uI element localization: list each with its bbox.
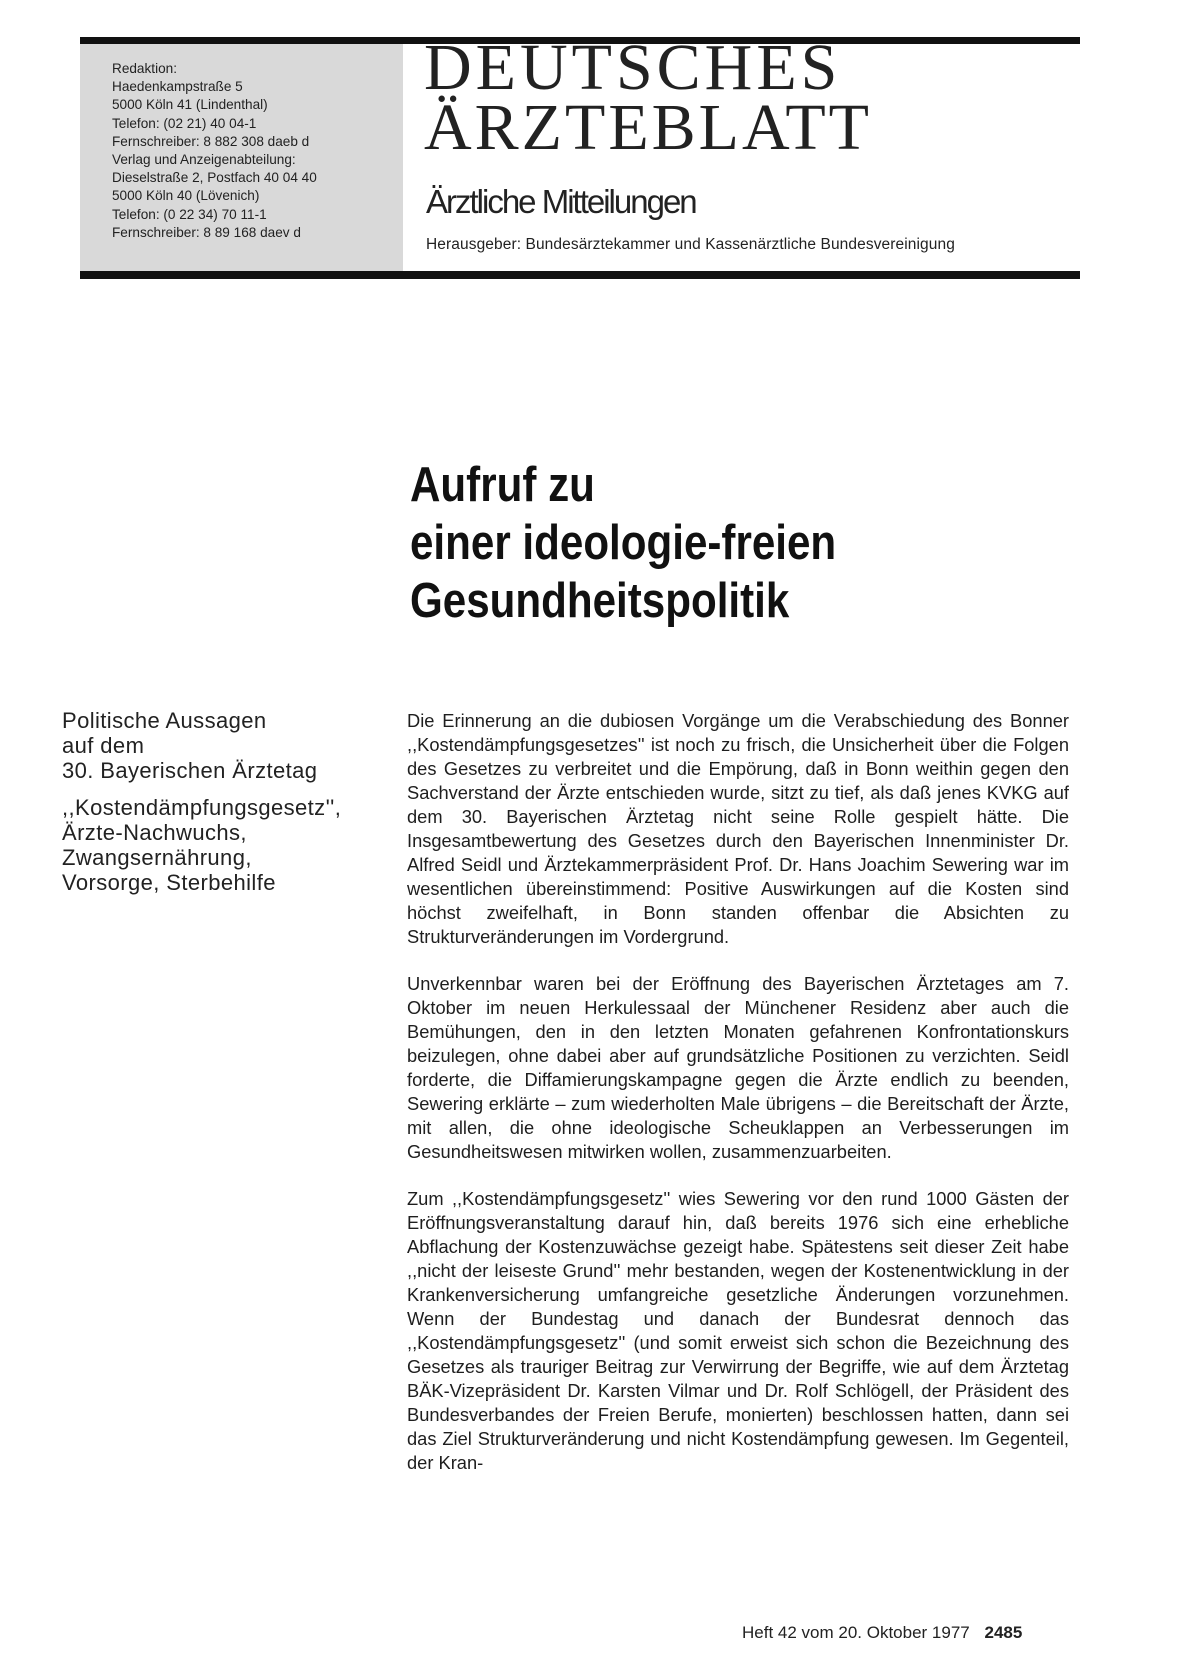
contact-line: 5000 Köln 40 (Lövenich) [112,188,260,204]
body-paragraph: Die Erinnerung an die dubiosen Vorgänge um die Verabschiedung des Bonner ,,Kostendämpfungsgesetzes'' ist noch zu frisch, die Unsicherheit über die Folgen des Gesetzes zu verbreitet und die Empörung, daß in Bonn weithin gegen den Sachverstand der Ärzte entschieden wurde, sitzt zu tief, als daß jenes KVKG auf dem 30. Bayerischen Ärztetag nicht seine Rolle gespielt hätte. Die Insgesamtbewertung des Gesetzes durch den Bayerischen Innenminister Dr. Alfred Seidl und Ärztekammerpräsident Prof. Dr. Hans Joachim Sewering war im wesentlichen übereinstimmend: Positive Auswirkungen auf die Kosten sind höchst zweifelhaft, in Bonn standen offenbar die Absichten zu Strukturveränderungen im Vordergrund. [407,710,1069,947]
sidebar-line: Zwangsernährung, [62,845,252,870]
contact-line: Dieselstraße 2, Postfach 40 04 40 [112,170,317,186]
sidebar-line: Vorsorge, Sterbehilfe [62,870,276,895]
contact-line: Haedenkampstraße 5 [112,79,243,95]
headline-line: Aufruf zu [410,458,595,512]
body-paragraph: Unverkennbar waren bei der Eröffnung des Bayerischen Ärztetages am 7. Oktober im neuen Herkulessaal der Münchener Residenz aber auch die Bemühungen, den in den letzten Monaten gefahrenen Konfrontationskurs beizulegen, ohne dabei aber auf grundsätzliche Positionen zu verzichten. Seidl forderte, die Diffamierungskampagne gegen die Ärzte endlich zu beenden, Sewering erklärte – zum wiederholten Male übrigens – die Bereitschaft der Ärzte, mit allen, die ohne ideologische Scheuklappen an Verbesserungen im Gesundheitswesen mitwirken wollen, zusammenzuarbeiten. [407,973,1069,1162]
sidebar-block [62,708,407,783]
page-number: 2485 [984,1623,1023,1642]
article-body [407,709,1069,1498]
headline-line: Gesundheitspolitik [410,574,790,628]
contact-line: Fernschreiber: 8 882 308 daeb d [112,133,310,149]
sidebar-block [62,795,407,895]
headline-line: einer ideologie-freien [410,516,837,570]
sidebar-line: Politische Aussagen [62,708,267,733]
contact-line: Fernschreiber: 8 89 168 daev d [112,224,301,240]
contact-line: Verlag und Anzeigenabteilung: [112,152,296,168]
contact-line: Telefon: (0 22 34) 70 11-1 [112,206,267,222]
article-sidebar [62,708,407,907]
body-paragraph: Zum ,,Kostendämpfungsgesetz'' wies Sewering vor den rund 1000 Gästen der Eröffnungsveranstaltung darauf hin, daß bereits 1976 sich eine erhebliche Abflachung der Kostenzuwächse gezeigt habe. Spätestens seit dieser Zeit habe ,,nicht der leiseste Grund'' mehr bestanden, wegen der Kostenentwicklung in der Krankenversicherung umfangreiche gesetzliche Änderungen vorzunehmen. Wenn der Bundestag und danach der Bundesrat dennoch das ,,Kostendämpfungsgesetz'' (und somit erweist sich schon die Bezeichnung des Gesetzes als trauriger Beitrag zur Verwirrung der Begriffe, wie auf dem Ärztetag BÄK-Vizepräsident Dr. Karsten Vilmar und Dr. Rolf Schlögell, der Präsident des Bundesverbandes der Freien Berufe, monierten) beschlossen hatten, dann sei das Ziel Strukturveränderung und nicht Kostendämpfung gewesen. Im Gegenteil, der Kran- [407,1188,1069,1473]
masthead-bottom-rule [80,271,1080,279]
journal-title-line2: ÄRZTEBLATT [424,91,872,164]
journal-title-line1: DEUTSCHES [424,31,842,104]
contact-line: Telefon: (02 21) 40 04-1 [112,115,257,131]
issue-date: Heft 42 vom 20. Oktober 1977 [742,1623,970,1642]
contact-info-box [80,44,403,271]
sidebar-line: ,,Kostendämpfungsgesetz'', [62,795,342,820]
journal-title [424,31,872,164]
contact-line: Redaktion: [112,61,177,76]
sidebar-line: 30. Bayerischen Ärztetag [62,758,318,783]
publisher-line: Herausgeber: Bundesärztekammer und Kassenärztliche Bundesvereinigung [426,236,955,253]
page-footer [742,1623,1022,1643]
article-headline [410,456,836,630]
journal-subtitle: Ärztliche Mitteilungen [426,183,696,220]
contact-line: 5000 Köln 41 (Lindenthal) [112,97,268,113]
sidebar-line: auf dem [62,733,145,758]
sidebar-line: Ärzte-Nachwuchs, [62,820,247,845]
